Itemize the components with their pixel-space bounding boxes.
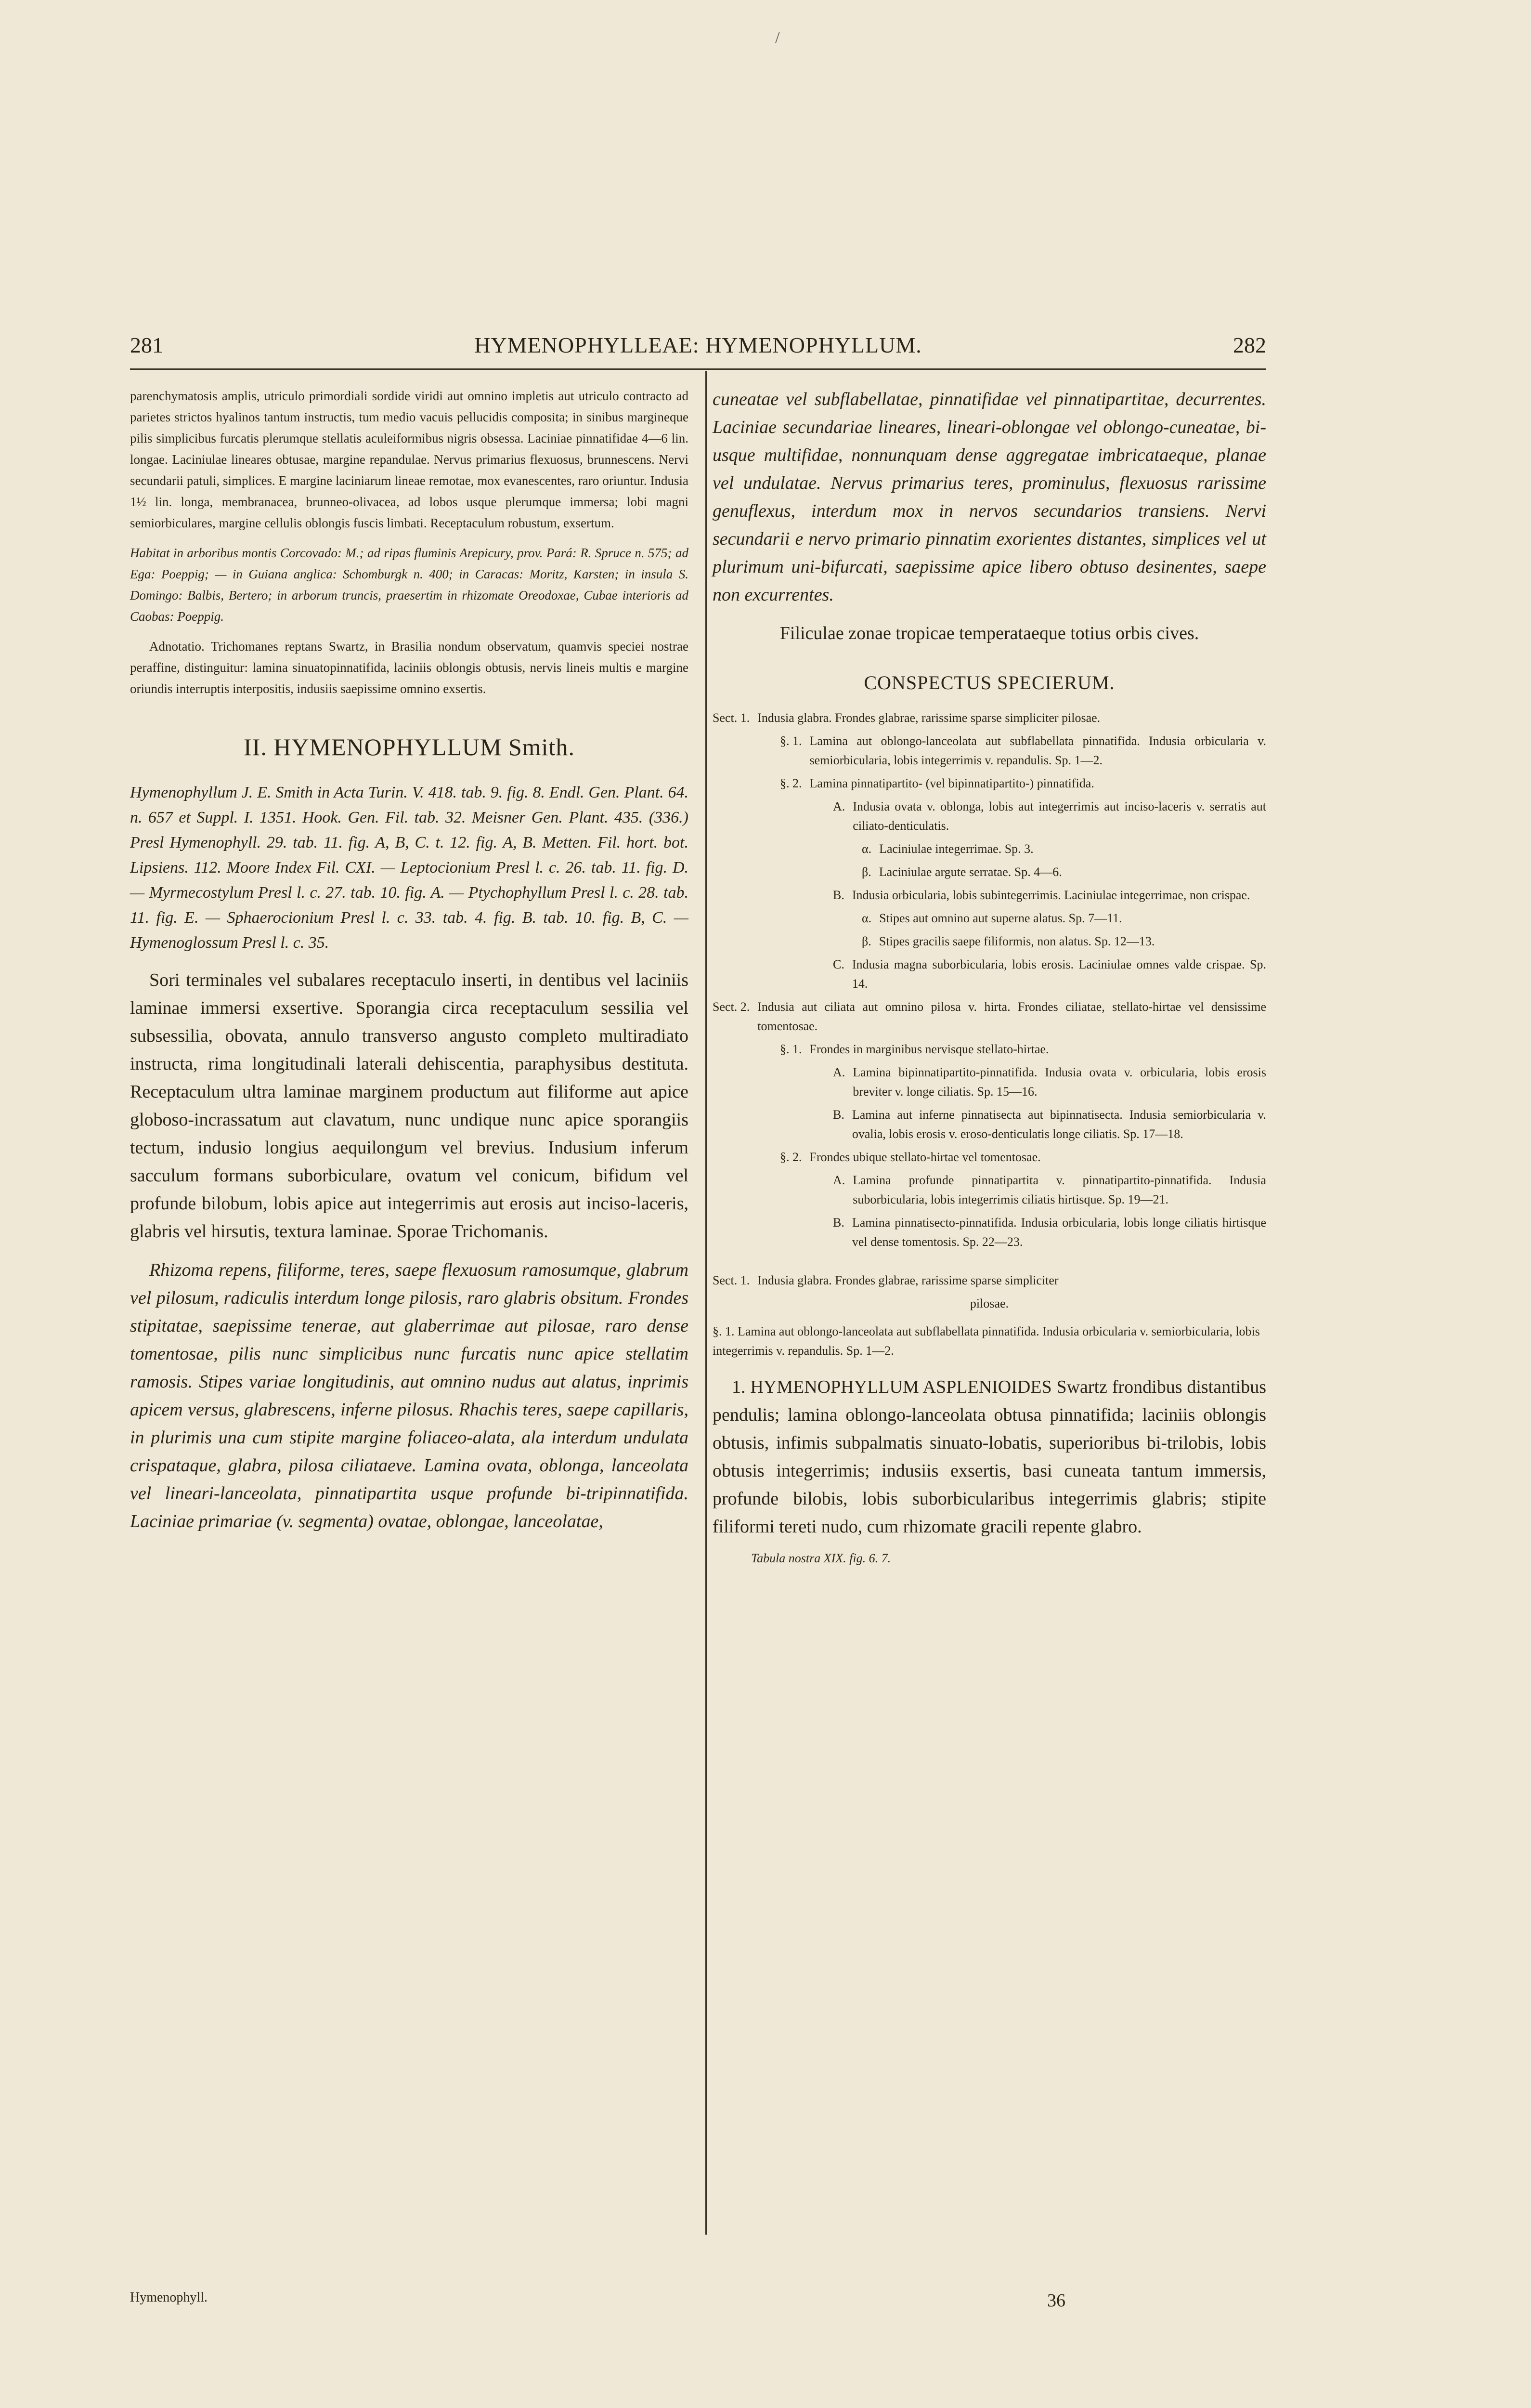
genus-description: Sori terminales vel subalares receptaculo inserti, in dentibus vel laciniis laminae immersi exsertive. Sporangia circa receptaculum sessilia vel subsessilia, obovata, annulo transverso angusto completo multiradiato instructa, rima longitudinali laterali dehiscentia, paraphysibus destituta. Receptaculum ultra laminae marginem productum aut filiforme aut apice globoso-incrassatum aut clavatum, nunc undique nunc apice sporangiis tectum, indusio longius aequilongum vel brevius. Indusium inferum sacculum formans suborbiculare, ovatum vel conicum, bifidum vel profunde bilobum, lobis apice aut integerrimis aut erosis aut inciso-laceris, glabris vel hirsutis, textura laminae. Sporae Trichomanis.: [130, 970, 688, 1242]
conspectus-row: [713, 886, 1266, 905]
conspectus-label: §. 1.: [780, 734, 802, 748]
conspectus-text: Indusia aut ciliata aut omnino pilosa v. hirta. Frondes ciliatae, stellato-hirtae vel densissime tomentosae.: [757, 1000, 1266, 1033]
subsection-one: §. 1. Lamina aut oblongo-lanceolata aut subflabellata pinnatifida. Indusia orbicularia v. semiorbicularia, lobis integerrimis v. repandulis. Sp. 1—2.: [713, 1324, 1260, 1358]
conspectus-label: A.: [833, 1065, 845, 1079]
conspectus-text: Stipes aut omnino aut superne alatus. Sp. 7—11.: [879, 911, 1122, 925]
conspectus-text: Lamina pinnatipartito- (vel bipinnatipartito-) pinnatifida.: [809, 776, 1094, 790]
conspectus-text: Frondes in marginibus nervisque stellato-hirtae.: [809, 1042, 1049, 1056]
continued-paragraph: cuneatae vel subflabellatae, pinnatifidae vel pinnatipartitae, decurrentes. Laciniae secundariae lineares, lineari-oblongae vel oblongo-cuneatae, bi-usque multifidae, nonnunquam dense aggregatae imbricataeque, planae vel undulatae. Nervus primarius teres, prominulus, flexuosus rarissime genuflexus, interdum mox in nervos secundarios transiens. Nervi secundarii e nervo primario pinnatim exorientes distantes, simplices vel ut plurimum uni-bifurcati, saepissime apice libero obtuso desinentes, saepe non excurrentes.: [713, 389, 1266, 605]
conspectus-row: [713, 774, 1266, 793]
conspectus-label: Sect. 2.: [713, 1000, 750, 1014]
conspectus-label: §. 1.: [780, 1042, 802, 1056]
genus-heading: II. HYMENOPHYLLUM Smith.: [244, 733, 575, 760]
header-rule: [130, 368, 1266, 370]
conspectus-row: [713, 797, 1266, 836]
scan-mark: /: [775, 29, 780, 47]
conspectus-label: §. 2.: [780, 1150, 802, 1164]
conspectus-text: Laciniulae argute serratae. Sp. 4—6.: [879, 865, 1062, 879]
conspectus-text: Stipes gracilis saepe filiformis, non alatus. Sp. 12—13.: [879, 934, 1155, 948]
conspectus-label: α.: [862, 842, 872, 856]
synonymy-paragraph: Hymenophyllum J. E. Smith in Acta Turin. V. 418. tab. 9. fig. 8. Endl. Gen. Plant. 64. n. 657 et Suppl. I. 1351. Hook. Gen. Fil. tab. 32. Meisner Gen. Plant. 435. (336.) Presl Hymenophyll. 29. tab. 11. fig. A, B, C. t. 12. fig. A, B. Metten. Fil. hort. bot. Lipsiens. 112. Moore Index Fil. CXI. — Leptocionium Presl l. c. 26. tab. 11. fig. D. — Myrmecostylum Presl l. c. 27. tab. 10. fig. A. — Ptychophyllum Presl l. c. 28. tab. 11. fig. E. — Sphaerocionium Presl l. c. 33. tab. 4. fig. B. tab. 10. fig. B, C. — Hymenoglossum Presl l. c. 35.: [130, 784, 688, 952]
conspectus-row: [713, 932, 1266, 951]
conspectus-row: [713, 1040, 1266, 1059]
conspectus-label: Sect. 1.: [713, 711, 750, 725]
conspectus-title: CONSPECTUS SPECIERUM.: [864, 672, 1115, 694]
habitat-paragraph: Habitat in arboribus montis Corcovado: M.; ad ripas fluminis Arepicury, prov. Pará: R. Spruce n. 575; ad Ega: Poeppig; — in Guiana anglica: Schomburgk n. 400; in Caracas: Moritz, Karsten; in insula S. Domingo: Balbis, Bertero; in arborum truncis, praesertim in rhizomate Oreodoxae, Cubae interioris ad Caobas: Poeppig.: [130, 546, 688, 624]
conspectus-text: Frondes ubique stellato-hirtae vel tomentosae.: [809, 1150, 1041, 1164]
conspectus-row: [713, 732, 1266, 770]
conspectus-text: Indusia glabra. Frondes glabrae, rarissime sparse simpliciter pilosae.: [757, 711, 1101, 725]
header-title: HYMENOPHYLLEAE: HYMENOPHYLLUM.: [474, 333, 922, 357]
conspectus-label: A.: [833, 1173, 845, 1187]
conspectus-row: [713, 863, 1266, 882]
page-number-right: 282: [1233, 333, 1266, 357]
conspectus-label: B.: [833, 1216, 844, 1230]
signature-mark: Hymenophyll.: [130, 2290, 208, 2305]
right-column: [713, 385, 1266, 1566]
conspectus-row: [713, 909, 1266, 928]
sheet-number: 36: [1047, 2290, 1065, 2311]
conspectus-row: [713, 1063, 1266, 1101]
conspectus-label: β.: [862, 934, 871, 948]
conspectus-label: α.: [862, 911, 872, 925]
conspectus-text: Lamina profunde pinnatipartita v. pinnatipartito-pinnatifida. Indusia suborbicularia, lobis integerrimis ciliatis hirtisque. Sp. 19—21.: [853, 1173, 1266, 1206]
note-paragraph: Adnotatio. Trichomanes reptans Swartz, in Brasilia nondum observatum, quamvis speciei nostrae peraffine, distinguitur: lamina sinuatopinnatifida, laciniis oblongis obtusis, nervis lineis multis e margine oriundis interruptis interpositis, indusiis saepissime omnino exsertis.: [130, 639, 688, 696]
section-label: Sect. 1.: [713, 1273, 750, 1287]
conspectus-label: §. 2.: [780, 776, 802, 790]
left-column: [130, 385, 688, 1546]
conspectus-row: [713, 1213, 1266, 1252]
conspectus-row: [713, 839, 1266, 859]
section-text: Indusia glabra. Frondes glabrae, rarissime sparse simpliciter: [757, 1273, 1059, 1287]
conspectus-list: [713, 708, 1266, 1252]
conspectus-text: Indusia magna suborbicularia, lobis erosis. Laciniulae omnes valde crispae. Sp. 14.: [852, 957, 1266, 991]
conspectus-label: C.: [833, 957, 844, 971]
conspectus-row: [713, 1148, 1266, 1167]
conspectus-text: Lamina aut inferne pinnatisecta aut bipinnatisecta. Indusia semiorbicularia v. ovalia, lobis erosis v. eroso-denticulatis longe ciliatis. Sp. 17—18.: [852, 1108, 1266, 1141]
section-one: [713, 1271, 1266, 1361]
conspectus-text: Lamina aut oblongo-lanceolata aut subflabellata pinnatifida. Indusia orbicularia v. semiorbicularia, lobis integerrimis v. repandulis. Sp. 1—2.: [809, 734, 1266, 767]
conspectus-text: Indusia orbicularia, lobis subintegerrimis. Laciniulae integerrimae, non crispae.: [852, 888, 1250, 902]
conspectus-text: Lamina pinnatisecto-pinnatifida. Indusia orbicularia, lobis longe ciliatis hirtisque vel dense tomentosis. Sp. 22—23.: [852, 1216, 1266, 1249]
section-one-row: [713, 1271, 1266, 1290]
conspectus-row: [713, 955, 1266, 994]
conspectus-text: Laciniulae integerrimae. Sp. 3.: [879, 842, 1034, 856]
page-number-left: 281: [130, 333, 163, 357]
conspectus-row: [713, 1171, 1266, 1209]
species-description: 1. HYMENOPHYLLUM ASPLENIOIDES Swartz frondibus distantibus pendulis; lamina oblongo-lanceolata obtusa pinnatifida; laciniis oblongis obtusis, infimis subpalmatis sinuato-lobatis, superioribus bi-trilobis, lobis obtusis integerrimis; indusiis exsertis, basi cuneata tantum immersis, profunde bilobis, lobis suborbicularibus integerrimis glabris; stipite filiformi tereti nudo, cum rhizomate gracili repente glabro.: [713, 1377, 1266, 1537]
plate-reference: Tabula nostra XIX. fig. 6. 7.: [751, 1551, 891, 1565]
conspectus-row: [713, 1105, 1266, 1144]
conspectus-text: Indusia ovata v. oblonga, lobis aut integerrimis aut inciso-laceris v. serratis aut ciliato-denticulatis.: [853, 799, 1266, 833]
conspectus-label: B.: [833, 1108, 844, 1122]
running-header: [130, 332, 1266, 366]
conspectus-row: [713, 708, 1266, 728]
conspectus-label: B.: [833, 888, 844, 902]
conspectus-label: A.: [833, 799, 845, 813]
morphology-paragraph: Rhizoma repens, filiforme, teres, saepe flexuosum ramosumque, glabrum vel pilosum, radiculis interdum longe pilosis, raro glabris obsitum. Frondes stipitatae, saepissime tenerae, aut glaberrimae aut pilosae, raro dense tomentosae, pilis nunc simplicibus nunc furcatis nunc apice stellatim ramosis. Stipes variae longitudinis, aut omnino nudus aut alatus, inprimis apicem versus, glabrescens, inferne pilosus. Rhachis teres, saepe capillaris, in plurimis una cum stipite margine foliaceo-alata, ala interdum undulata crispataque, glabra, pilosa ciliataeve. Lamina ovata, oblonga, lanceolata vel lineari-lanceolata, pinnatipartita usque profunde bi-tripinnatifida. Laciniae primariae (v. segmenta) ovatae, oblongae, lanceolatae,: [130, 1260, 688, 1531]
conspectus-label: β.: [862, 865, 871, 879]
column-separator: [705, 371, 707, 2235]
distribution-line: Filiculae zonae tropicae temperataeque totius orbis cives.: [779, 623, 1199, 643]
section-text-continued: pilosae.: [970, 1296, 1009, 1310]
conspectus-text: Lamina bipinnatipartito-pinnatifida. Indusia ovata v. orbicularia, lobis erosis breviter v. longe ciliatis. Sp. 15—16.: [853, 1065, 1266, 1099]
description-paragraph: parenchymatosis amplis, utriculo primordiali sordide viridi aut omnino impletis aut utriculo contracto ad parietes strictos hyalinos tantum instructis, tum medio vacuis pellucidis composita; in sinibus margineque pilis simplicibus furcatis plerumque stellatis aculeiformibus nigris obsessa. Laciniae pinnatifidae 4—6 lin. longae. Laciniulae lineares obtusae, margine repandulae. Nervus primarius flexuosus, brunnescens. Nervi secundarii patuli, simplices. E margine laciniarum lineae remotae, mox evanescentes, raro oriuntur. Indusia 1½ lin. longa, membranacea, brunneo-olivacea, ad lobos usque plerumque immersa; lobi magni semiorbiculares, margine cellulis oblongis fuscis limbati. Receptaculum robustum, exsertum.: [130, 389, 688, 530]
conspectus-row: [713, 997, 1266, 1036]
